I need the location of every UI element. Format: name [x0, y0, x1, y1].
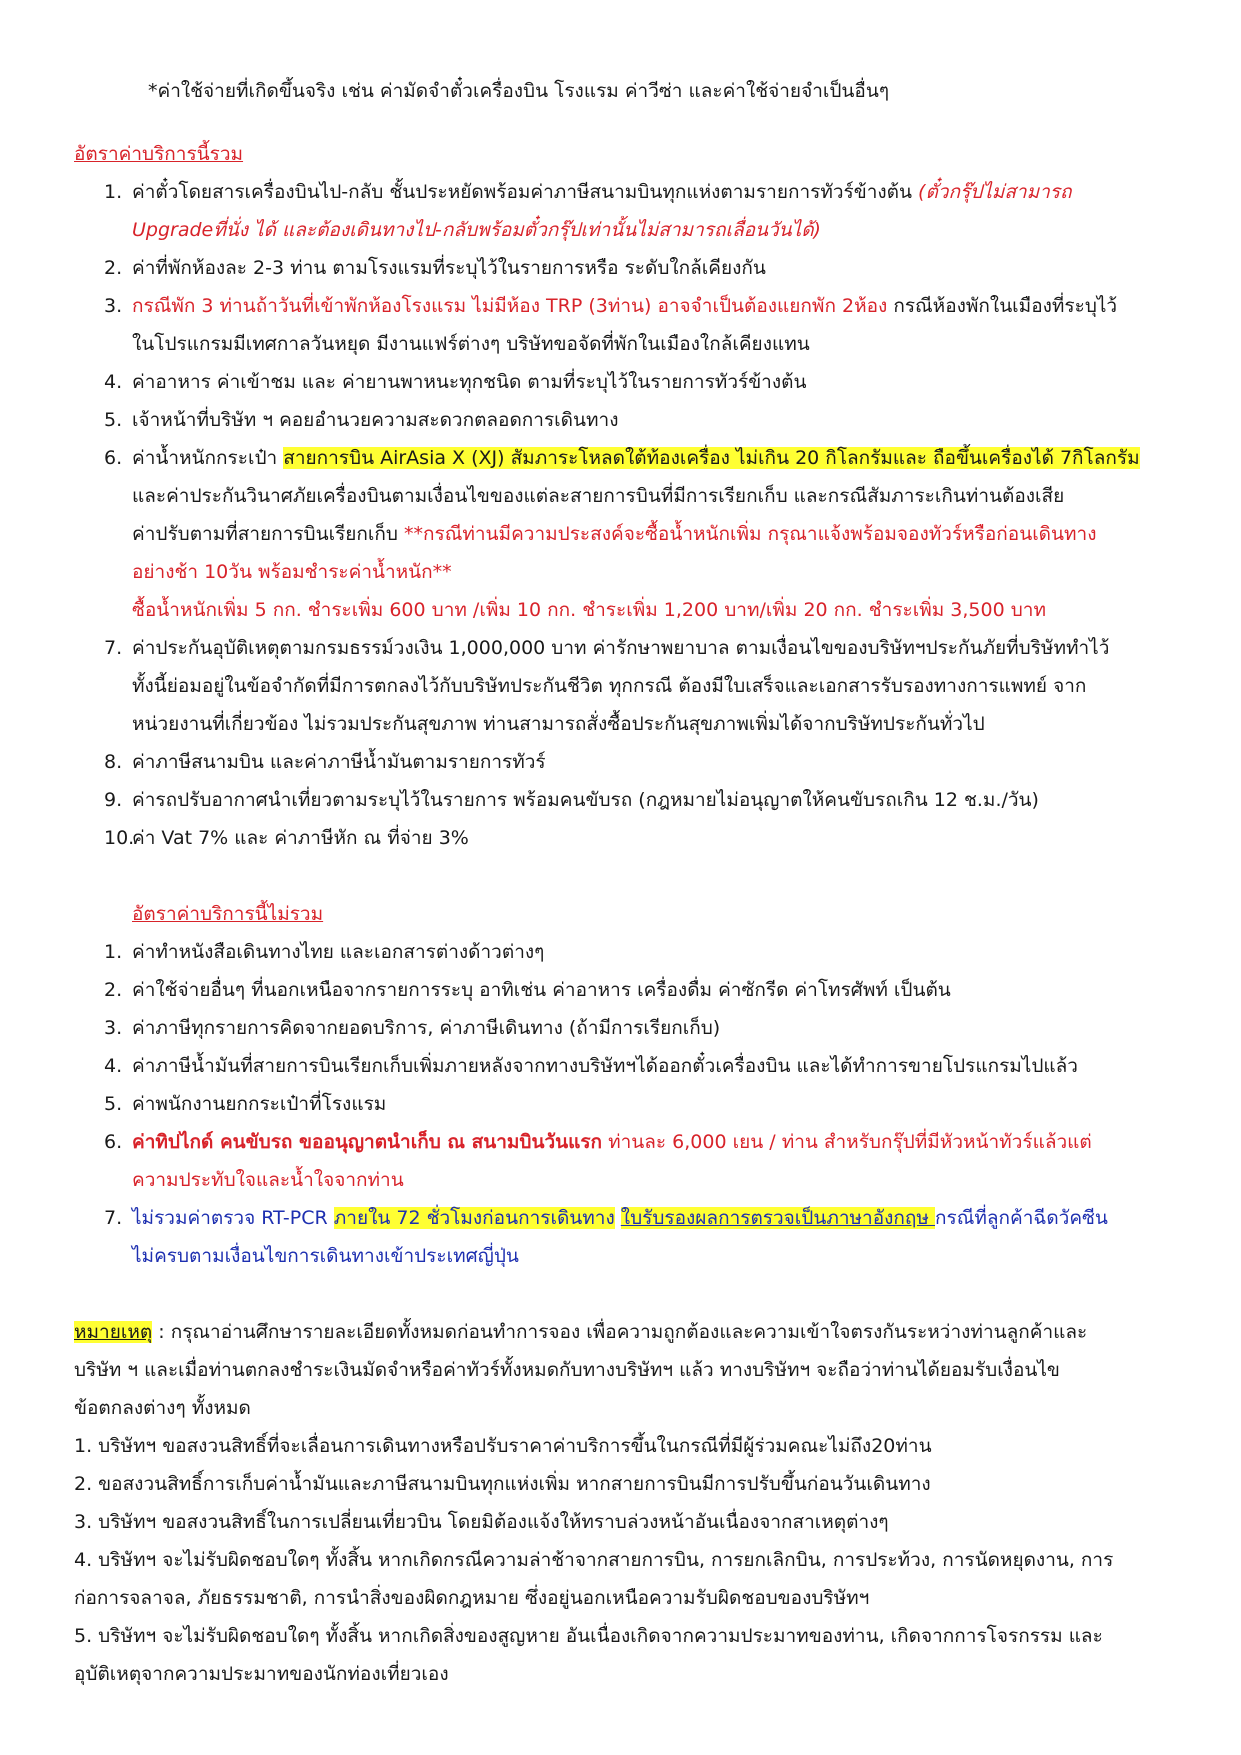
- certificate-highlight: ใบรับรองผลการตรวจเป็นภาษาอังกฤษ: [620, 1207, 935, 1229]
- item-spacer: [615, 1207, 621, 1229]
- item-line: ค่าทำหนังสือเดินทางไทย และเอกสารต่างด้าวต่างๆ: [132, 941, 545, 963]
- remarks-item: 2. ขอสงวนสิทธิ์การเก็บค่าน้ำมันและภาษีสนามบินทุกแห่งเพิ่ม หากสายการบินมีการปรับขึ้นก่อนวันเดินทาง: [74, 1473, 931, 1495]
- item-line: และค่าประกันวินาศภัยเครื่องบินตามเงื่อนไขของแต่ละสายการบินที่มีการเรียกเก็บ และกรณีสัมภาระเกินท่านต้องเสีย: [132, 485, 1065, 507]
- remarks-item: ก่อการจลาจล, ภัยธรรมชาติ, การนำสิ่งของผิดกฎหมาย ซึ่งอยู่นอกเหนือความรับผิดชอบของบริษัทฯ: [74, 1587, 870, 1609]
- item-number: 4.: [104, 1055, 123, 1077]
- item-line: ค่าพนักงานยกกระเป๋าที่โรงแรม: [132, 1093, 387, 1115]
- item-line: [132, 1206, 1108, 1230]
- item-number: 4.: [104, 371, 123, 393]
- remarks-item: 1. บริษัทฯ ขอสงวนสิทธิ์ที่จะเลื่อนการเดินทางหรือปรับราคาค่าบริการขึ้นในกรณีที่มีผู้ร่วมคณะไม่ถึง20ท่าน: [74, 1435, 932, 1457]
- baggage-highlight: สายการบิน AirAsia X (XJ) สัมภาระโหลดใต้ท้องเครื่อง ไม่เกิน 20 กิโลกรัมและ ถือขึ้นเครื่องได้ 7กิโลกรัม: [283, 447, 1140, 469]
- item-line: ค่ารถปรับอากาศนำเที่ยวตามระบุไว้ในรายการ พร้อมคนขับรถ (กฎหมายไม่อนุญาตให้คนขับรถเกิน 12 ช.ม./วัน): [132, 789, 1039, 811]
- item-text: ไม่รวมค่าตรวจ RT-PCR: [132, 1207, 334, 1229]
- item-line: ในโปรแกรมมีเทศกาลวันหยุด มีงานแฟร์ต่างๆ บริษัทขอจัดที่พักในเมืองใกล้เคียงแทน: [132, 333, 810, 355]
- item-text: ท่านละ 6,000 เยน / ท่าน สำหรับกรุ๊ปที่มีหัวหน้าทัวร์แล้วแต่: [602, 1131, 1092, 1153]
- item-number: 5.: [104, 409, 123, 431]
- item-warning: กรณีพัก 3 ท่านถ้าวันที่เข้าพักห้องโรงแรม ไม่มีห้อง TRP (3ท่าน) อาจจำเป็นต้องแยกพัก 2ห้อง: [132, 295, 888, 317]
- item-number: 1.: [104, 941, 123, 963]
- item-line: ค่าอาหาร ค่าเข้าชม และ ค่ายานพาหนะทุกชนิด ตามที่ระบุไว้ในรายการทัวร์ข้างต้น: [132, 371, 807, 393]
- item-line: ทั้งนี้ย่อมอยู่ในข้อจำกัดที่มีการตกลงไว้กับบริษัทประกันชีวิต ทุกกรณี ต้องมีใบเสร็จและเอกสารรับรองทางการแพทย์ จาก: [132, 675, 1087, 697]
- item-line: ไม่ครบตามเงื่อนไขการเดินทางเข้าประเทศญี่ปุ่น: [132, 1245, 519, 1267]
- item-number: 10.: [104, 827, 135, 849]
- item-line: ค่าภาษีสนามบิน และค่าภาษีน้ำมันตามรายการทัวร์: [132, 751, 546, 773]
- item-line: [132, 446, 1140, 470]
- baggage-prices: ซื้อน้ำหนักเพิ่ม 5 กก. ชำระเพิ่ม 600 บาท /เพิ่ม 10 กก. ชำระเพิ่ม 1,200 บาท/เพิ่ม 20 กก. ชำระเพิ่ม 3,500 บาท: [132, 599, 1046, 621]
- item-text: กรณีที่ลูกค้าฉีดวัคซีน: [934, 1207, 1108, 1229]
- item-line: ค่า Vat 7% และ ค่าภาษีหัก ณ ที่จ่าย 3%: [132, 827, 469, 849]
- item-warning: **กรณีท่านมีความประสงค์จะซื้อน้ำหนักเพิ่ม กรุณาแจ้งพร้อมจองทัวร์หรือก่อนเดินทาง: [404, 523, 1097, 545]
- item-line: หน่วยงานที่เกี่ยวข้อง ไม่รวมประกันสุขภาพ ท่านสามารถสั่งซื้อประกันสุขภาพเพิ่มได้จากบริษัทประกันทั่วไป: [132, 713, 985, 735]
- item-line: [132, 294, 1117, 318]
- item-number: 7.: [104, 637, 123, 659]
- item-number: 8.: [104, 751, 123, 773]
- excluded-heading: อัตราค่าบริการนี้ไม่รวม: [132, 903, 324, 925]
- tip-warning: ค่าทิปไกด์ คนขับรถ ขออนุญาตนำเก็บ ณ สนามบินวันแรก: [132, 1131, 603, 1153]
- item-text: กรณีห้องพักในเมืองที่ระบุไว้: [887, 295, 1118, 317]
- remarks-line: ข้อตกลงต่างๆ ทั้งหมด: [74, 1397, 251, 1419]
- item-number: 3.: [104, 1017, 123, 1039]
- included-heading: อัตราค่าบริการนี้รวม: [74, 143, 244, 165]
- item-number: 1.: [104, 181, 123, 203]
- item-note: (ตั๋วกรุ๊ปไม่สามารถ: [918, 181, 1072, 203]
- remarks-text: : กรุณาอ่านศึกษารายละเอียดทั้งหมดก่อนทำการจอง เพื่อความถูกต้องและความเข้าใจตรงกันระหว่างท่านลูกค้าและ: [152, 1321, 1088, 1343]
- item-number: 6.: [104, 447, 123, 469]
- item-number: 3.: [104, 295, 123, 317]
- item-line: ค่าใช้จ่ายอื่นๆ ที่นอกเหนือจากรายการระบุ อาทิเช่น ค่าอาหาร เครื่องดื่ม ค่าซักรีด ค่าโทรศัพท์ เป็นต้น: [132, 979, 951, 1001]
- item-text: ค่าปรับตามที่สายการบินเรียกเก็บ: [132, 523, 405, 545]
- item-text: ค่าน้ำหนักกระเป๋า: [132, 447, 284, 469]
- remarks-item: 4. บริษัทฯ จะไม่รับผิดชอบใดๆ ทั้งสิ้น หากเกิดกรณีความล่าช้าจากสายการบิน, การยกเลิกบิน, การประท้วง, การนัดหยุดงาน, การ: [74, 1549, 1114, 1571]
- remarks-line: บริษัท ฯ และเมื่อท่านตกลงชำระเงินมัดจำหรือค่าทัวร์ทั้งหมดกับทางบริษัทฯ แล้ว ทางบริษัทฯ จะถือว่าท่านได้ยอมรับเงื่อนไข: [74, 1359, 1060, 1381]
- item-number: 9.: [104, 789, 123, 811]
- item-text: ค่าตั๋วโดยสารเครื่องบินไป-กลับ ชั้นประหยัดพร้อมค่าภาษีสนามบินทุกแห่งตามรายการทัวร์ข้างต้น: [132, 181, 919, 203]
- item-number: 7.: [104, 1207, 123, 1229]
- item-line: เจ้าหน้าที่บริษัท ฯ คอยอำนวยความสะดวกตลอดการเดินทาง: [132, 409, 619, 431]
- remarks-line: [74, 1320, 1087, 1344]
- item-line: [132, 522, 1096, 546]
- item-number: 6.: [104, 1131, 123, 1153]
- item-line: [132, 180, 1072, 204]
- item-number: 2.: [104, 979, 123, 1001]
- remarks-item: อุบัติเหตุจากความประมาทของนักท่องเที่ยวเอง: [74, 1663, 449, 1685]
- item-number: 2.: [104, 257, 123, 279]
- item-line: อย่างช้า 10วัน พร้อมชำระค่าน้ำหนัก**: [132, 561, 452, 583]
- item-number: 5.: [104, 1093, 123, 1115]
- item-line: ค่าภาษีน้ำมันที่สายการบินเรียกเก็บเพิ่มภายหลังจากทางบริษัทฯได้ออกตั๋วเครื่องบิน และได้ทำการขายโปรแกรมไปแล้ว: [132, 1055, 1078, 1077]
- item-line: [132, 1130, 1092, 1154]
- item-line: ค่าที่พักห้องละ 2-3 ท่าน ตามโรงแรมที่ระบุไว้ในรายการหรือ ระดับใกล้เคียงกัน: [132, 257, 766, 279]
- remarks-label: หมายเหตุ: [74, 1321, 153, 1343]
- pcr-highlight: ภายใน 72 ชั่วโมงก่อนการเดินทาง: [333, 1207, 615, 1229]
- item-line: ความประทับใจและน้ำใจจากท่าน: [132, 1169, 404, 1191]
- item-line: Upgradeที่นั่ง ได้ และต้องเดินทางไป-กลับพร้อมตั๋วกรุ๊ปเท่านั้นไม่สามารถเลื่อนวันได้): [132, 219, 821, 241]
- remarks-item: 3. บริษัทฯ ขอสงวนสิทธิ์ในการเปลี่ยนเที่ยวบิน โดยมิต้องแจ้งให้ทราบล่วงหน้าอันเนื่องจากสาเหตุต่างๆ: [74, 1511, 889, 1533]
- top-note: *ค่าใช้จ่ายที่เกิดขึ้นจริง เช่น ค่ามัดจำตั๋วเครื่องบิน โรงแรม ค่าวีซ่า และค่าใช้จ่ายจำเป็นอื่นๆ: [148, 80, 890, 102]
- item-line: ค่าภาษีทุกรายการคิดจากยอดบริการ, ค่าภาษีเดินทาง (ถ้ามีการเรียกเก็บ): [132, 1017, 721, 1039]
- remarks-item: 5. บริษัทฯ จะไม่รับผิดชอบใดๆ ทั้งสิ้น หากเกิดสิ่งของสูญหาย อันเนื่องเกิดจากความประมาทของท่าน, เกิดจากการโจรกรรม และ: [74, 1625, 1103, 1647]
- item-line: ค่าประกันอุบัติเหตุตามกรมธรรม์วงเงิน 1,000,000 บาท ค่ารักษาพยาบาล ตามเงื่อนไขของบริษัทฯประกันภัยที่บริษัททำไว้: [132, 637, 1110, 659]
